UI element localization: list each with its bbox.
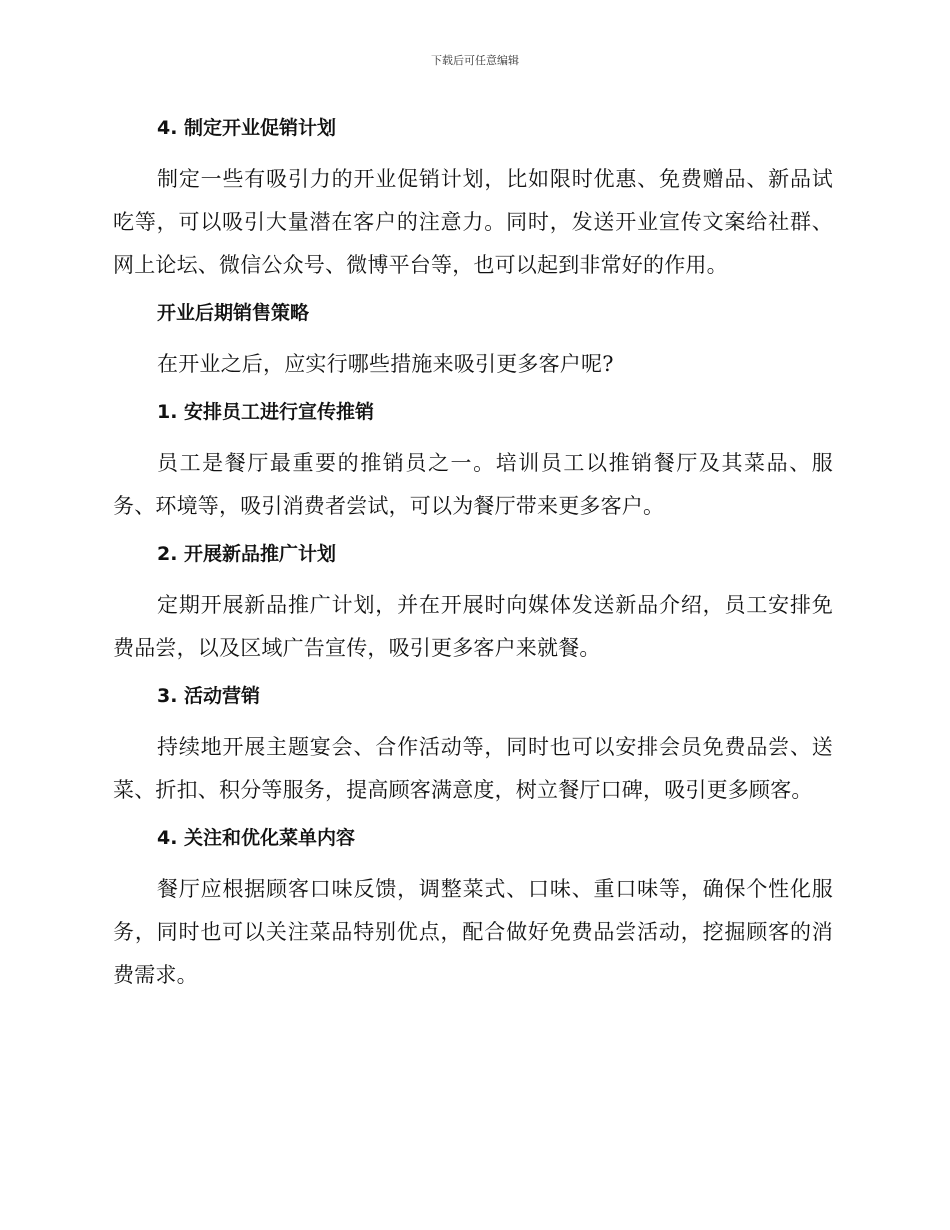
section-heading: 2. 开展新品推广计划 — [157, 543, 337, 565]
section-paragraph: 员工是餐厅最重要的推销员之一。培训员工以推销餐厅及其菜品、服务、环境等，吸引消费者尝试，可以为餐厅带来更多客户。 — [113, 451, 833, 518]
page-header: 下载后可任意编辑 — [431, 54, 519, 67]
section-heading: 4. 制定开业促销计划 — [157, 117, 337, 139]
section-paragraph: 餐厅应根据顾客口味反馈，调整菜式、口味、重口味等，确保个性化服务，同时也可以关注菜品特别优点，配合做好免费品尝活动，挖掘顾客的消费需求。 — [113, 877, 833, 987]
section-heading: 开业后期销售策略 — [157, 302, 310, 324]
document-body — [113, 112, 833, 997]
section-heading: 3. 活动营销 — [157, 685, 261, 707]
section-paragraph: 定期开展新品推广计划，并在开展时向媒体发送新品介绍，员工安排免费品尝，以及区域广告宣传，吸引更多客户来就餐。 — [113, 593, 833, 660]
section-heading: 4. 关注和优化菜单内容 — [157, 827, 356, 849]
section-heading: 1. 安排员工进行宣传推销 — [157, 401, 375, 423]
section-paragraph: 持续地开展主题宴会、合作活动等，同时也可以安排会员免费品尝、送菜、折扣、积分等服务，提高顾客满意度，树立餐厅口碑，吸引更多顾客。 — [113, 735, 833, 802]
section-paragraph: 制定一些有吸引力的开业促销计划，比如限时优惠、免费赠品、新品试吃等，可以吸引大量潜在客户的注意力。同时，发送开业宣传文案给社群、网上论坛、微信公众号、微博平台等，也可以起到非常好的作用。 — [113, 167, 833, 277]
section-paragraph: 在开业之后，应实行哪些措施来吸引更多客户呢? — [157, 352, 614, 376]
